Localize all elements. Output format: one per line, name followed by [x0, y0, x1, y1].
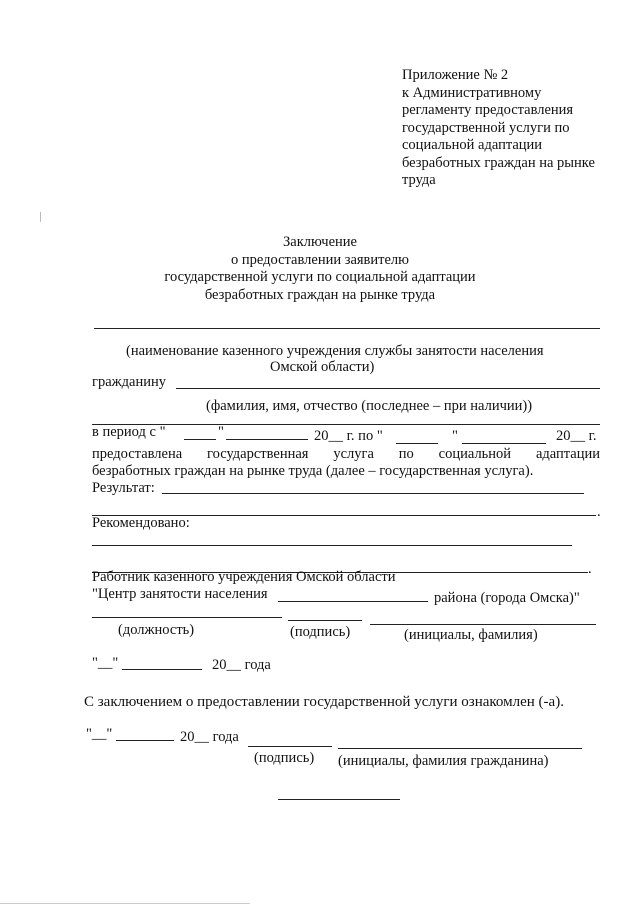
result-end-dot: . [597, 504, 601, 520]
appendix-line: Приложение № 2 [402, 67, 509, 83]
employment-center-suffix: района (города Омска)" [434, 590, 580, 606]
service-word: предоставлена [92, 446, 183, 462]
period-start-label: в период с " [92, 424, 166, 440]
worker-position-field[interactable] [92, 617, 282, 618]
service-word: по [398, 446, 414, 462]
recommended-end-dot: . [588, 561, 592, 577]
title-line: о предоставлении заявителю [230, 251, 409, 268]
position-caption: (должность) [118, 622, 195, 638]
result-label: Результат: [92, 480, 155, 496]
employment-center-prefix: "Центр занятости населения [92, 586, 268, 602]
date2-day: "__" [86, 726, 113, 742]
citizen-name-field[interactable] [176, 388, 600, 389]
scan-mark [0, 903, 250, 904]
document-title [0, 234, 640, 304]
service-word: услуга [333, 446, 374, 462]
citizen-initials-field[interactable] [338, 748, 582, 749]
citizen-caption: (фамилия, имя, отчество (последнее – при наличии)) [206, 398, 533, 414]
appendix-line: государственной услуги по [402, 119, 570, 136]
period-year2-label: 20__ г. [556, 428, 597, 444]
title-line: безработных граждан на рынке труда [204, 286, 436, 303]
period-start-day-field[interactable] [184, 439, 216, 440]
appendix-line: регламенту предоставления [402, 102, 574, 118]
scan-mark [40, 212, 41, 222]
date2-year: 20__ года [180, 729, 239, 745]
date1-year: 20__ года [212, 657, 271, 673]
service-word: государственная [207, 446, 309, 462]
appendix-line: безработных граждан на рынке [402, 154, 595, 171]
citizen-signature-caption: (подпись) [254, 750, 315, 766]
initials-caption: (инициалы, фамилия) [404, 627, 538, 643]
title-line: государственной услуги по социальной адаптации [164, 269, 476, 285]
title-line: Заключение [283, 234, 357, 250]
result-field-line1[interactable] [162, 493, 584, 494]
appendix-header [402, 67, 622, 190]
period-end-day-field[interactable] [396, 443, 438, 444]
worker-signature-field[interactable] [288, 620, 362, 621]
organization-caption-line2: Омской области) [270, 359, 375, 375]
acquainted-statement: С заключением о предоставлении государственной услуги ознакомлен (-а). [84, 694, 564, 710]
period-quote-close2: " [452, 428, 458, 444]
service-word: социальной [438, 446, 512, 462]
citizen-name-field-extra[interactable] [92, 424, 600, 425]
service-text-line2: безработных граждан на рынке труда (далее – государственная услуга). [92, 463, 534, 479]
worker-initials-field[interactable] [370, 624, 596, 625]
service-word: адаптации [535, 446, 600, 462]
period-quote-close1: " [218, 424, 224, 440]
citizen-initials-caption: (инициалы, фамилия гражданина) [338, 753, 549, 769]
worker-label: Работник казенного учреждения Омской области [92, 569, 396, 585]
bottom-separator [278, 799, 400, 800]
period-end-month-field[interactable] [462, 443, 546, 444]
organization-name-field[interactable] [94, 328, 600, 329]
citizen-label: гражданину [92, 374, 166, 390]
appendix-line: к Административному [402, 84, 542, 101]
date2-month-field[interactable] [116, 740, 174, 741]
service-text-line1 [92, 446, 600, 463]
appendix-line: социальной адаптации [402, 137, 543, 153]
period-start-month-field[interactable] [226, 439, 308, 440]
employment-center-district-field[interactable] [278, 601, 428, 602]
date1-day: "__" [92, 655, 119, 671]
date1-month-field[interactable] [122, 669, 202, 670]
organization-caption-line1: (наименование казенного учреждения службы занятости населения [126, 343, 544, 359]
recommended-field-line1[interactable] [92, 545, 572, 546]
appendix-line: труда [402, 172, 436, 188]
recommended-label: Рекомендовано: [92, 515, 190, 531]
signature-caption: (подпись) [290, 624, 351, 640]
period-year1-label: 20__ г. по " [314, 428, 383, 444]
citizen-signature-field[interactable] [248, 746, 332, 747]
